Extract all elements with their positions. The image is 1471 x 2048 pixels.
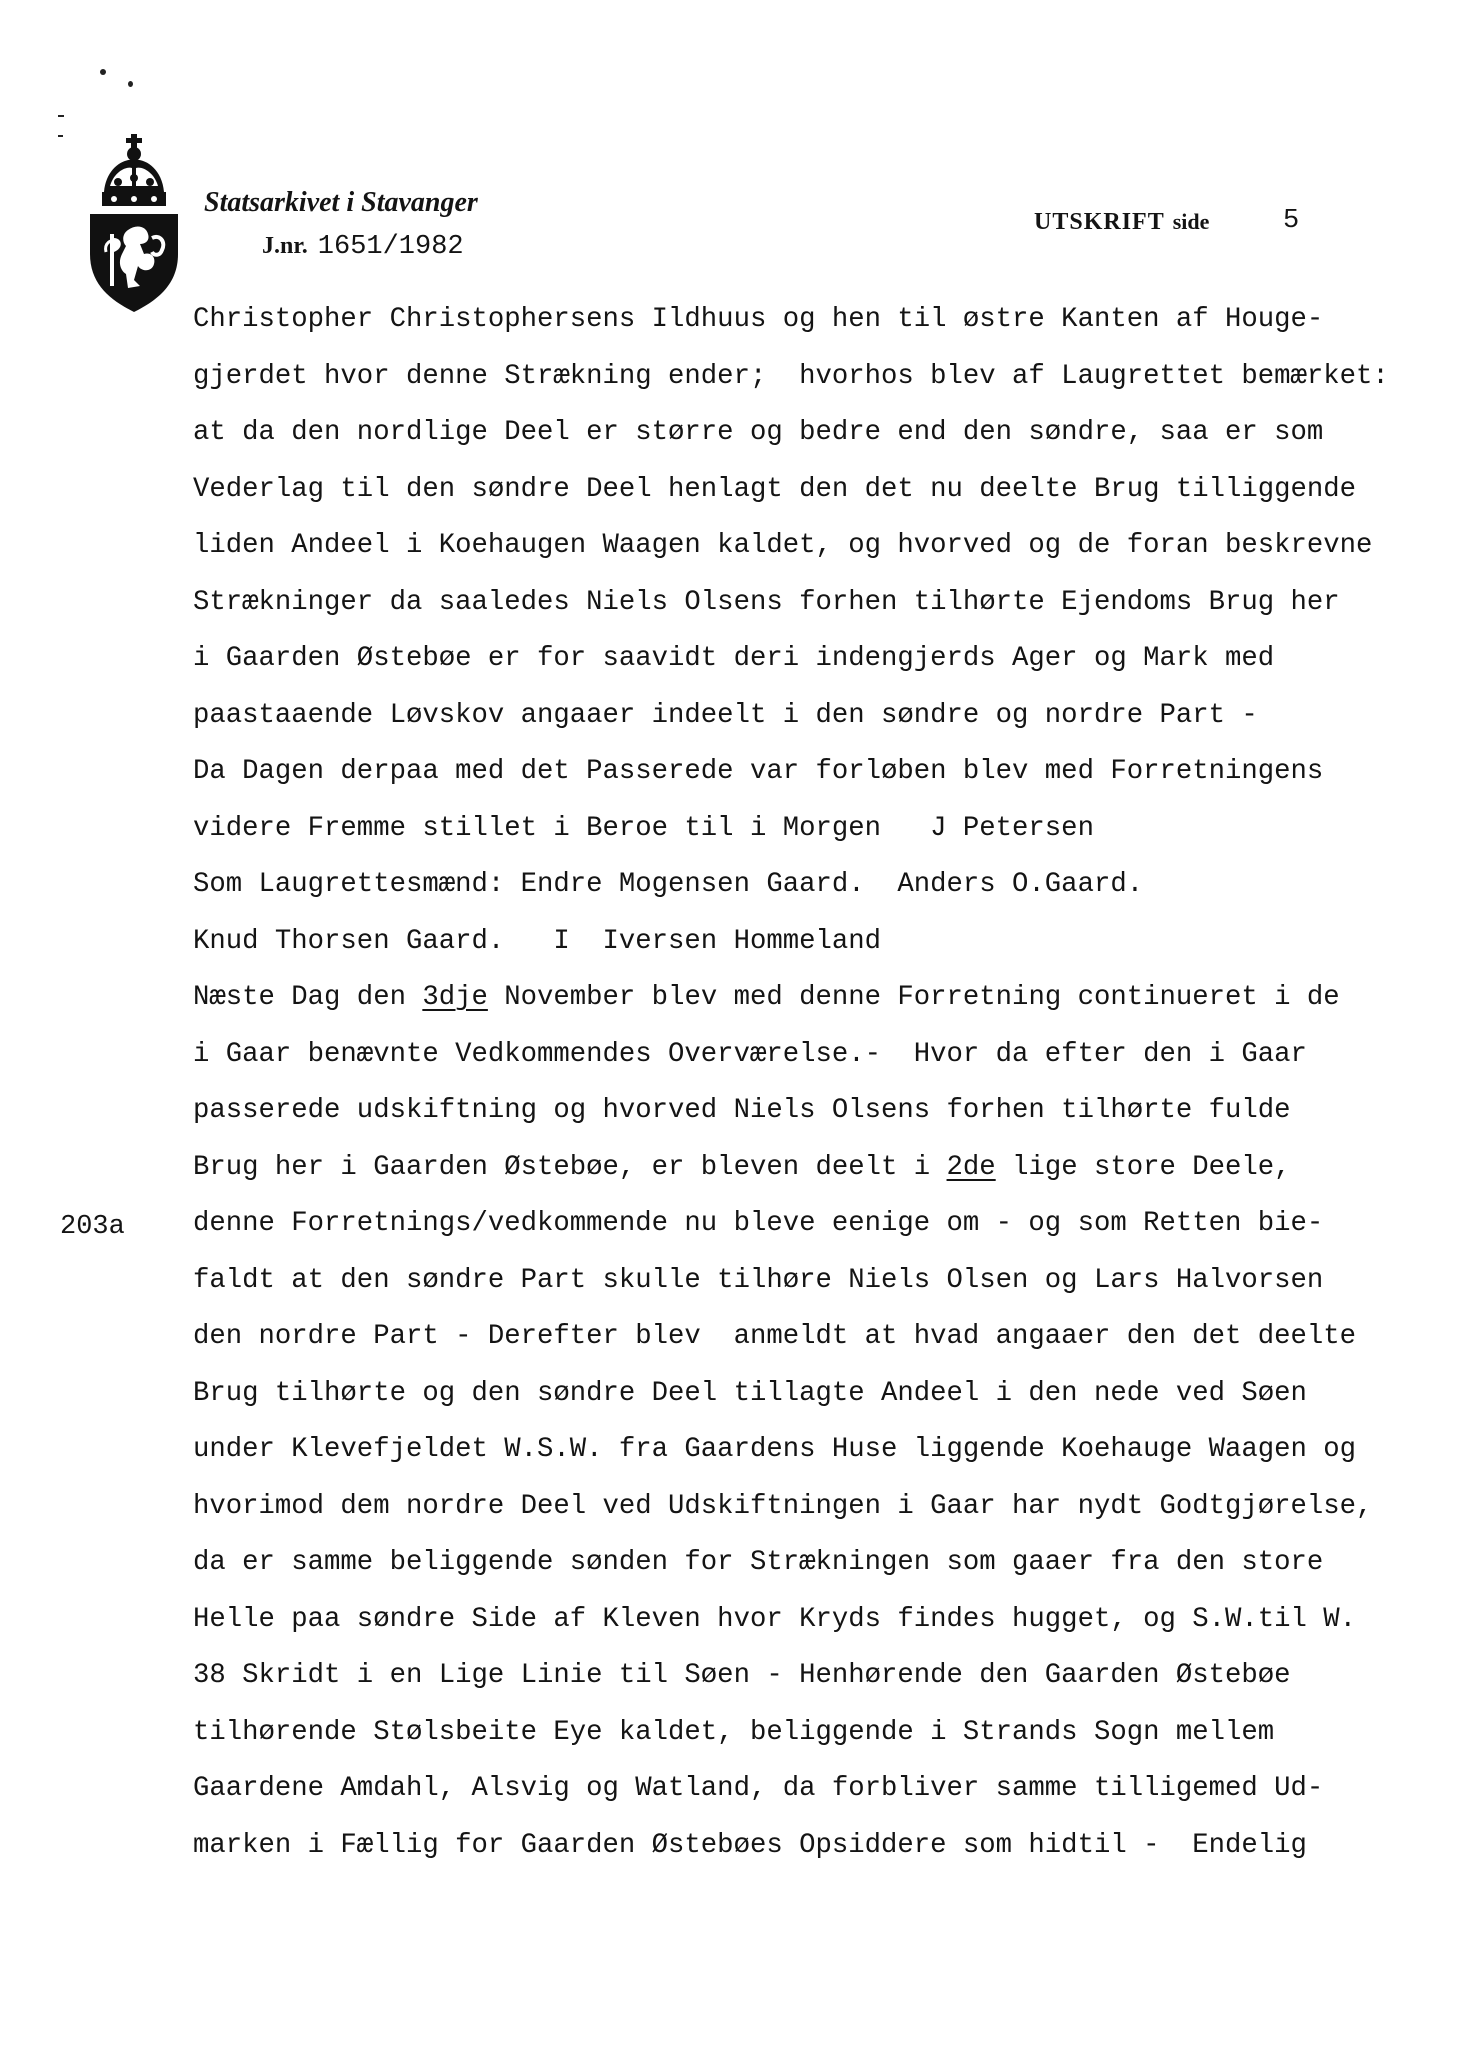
margin-note: 203a — [60, 1212, 125, 1242]
text-line: den nordre Part - Derefter blev anmeldt at hvad angaaer den det deelte — [193, 1321, 1357, 1352]
norwegian-coat-of-arms-icon — [88, 134, 180, 312]
jnr-label: J.nr. — [262, 233, 308, 259]
text-line: i Gaar benævnte Vedkommendes Overværelse.- Hvor da efter den i Gaar — [193, 1038, 1307, 1070]
text-segment: lige store Deele, — [995, 1151, 1291, 1183]
text-line: da er samme beliggende sønden for Strækningen som gaaer fra den store — [193, 1547, 1324, 1578]
text-line: Brug tilhørte og den søndre Deel tillagte Andeel i den nede ved Søen — [193, 1377, 1307, 1409]
text-line: Da Dagen derpaa med det Passerede var forløben blev med Forretningens — [193, 756, 1324, 787]
underlined-word: 2de — [946, 1151, 996, 1183]
text-line: Vederlag til den søndre Deel henlagt den det nu deelte Brug tilliggende — [193, 473, 1357, 505]
transcript-label — [1034, 209, 1209, 236]
text-line: 38 Skridt i en Lige Linie til Søen - Henhørende den Gaarden Østebøe — [193, 1660, 1291, 1691]
text-segment: Næste Dag den — [193, 982, 423, 1013]
text-segment: Brug her i Gaarden Østebøe, er bleven deelt i — [193, 1151, 947, 1183]
text-line: under Klevefjeldet W.S.W. fra Gaardens Huse liggende Koehauge Waagen og — [193, 1434, 1357, 1465]
archive-name: Statsarkivet i Stavanger — [204, 187, 478, 218]
text-line: Christopher Christophersens Ildhuus og hen til østre Kanten af Houge- — [193, 304, 1324, 335]
text-line: Strækninger da saaledes Niels Olsens forhen tilhørte Ejendoms Brug her — [193, 586, 1340, 618]
text-line: Knud Thorsen Gaard. I Iversen Hommeland — [193, 925, 881, 957]
text-line: Gaardene Amdahl, Alsvig og Watland, da forbliver samme tilligemed Ud- — [193, 1773, 1324, 1804]
text-line — [193, 978, 1340, 1034]
text-line: i Gaarden Østebøe er for saavidt deri indengjerds Ager og Mark med — [193, 643, 1275, 674]
text-line: marken i Fællig for Gaarden Østebøes Opsiddere som hidtil - Endelig — [193, 1829, 1307, 1861]
text-line: videre Fremme stillet i Beroe til i Morgen J Petersen — [193, 812, 1094, 844]
text-line: faldt at den søndre Part skulle tilhøre Niels Olsen og Lars Halvorsen — [193, 1264, 1324, 1296]
text-line: tilhørende Stølsbeite Eye kaldet, beliggende i Strands Sogn mellem — [193, 1716, 1275, 1748]
text-line — [193, 1148, 1291, 1204]
text-line: paastaaende Løvskov angaaer indeelt i den søndre og nordre Part - — [193, 699, 1258, 731]
journal-number — [262, 232, 464, 262]
text-line: gjerdet hvor denne Strækning ender; hvorhos blev af Laugrettet bemærket: — [193, 360, 1389, 392]
page-number: 5 — [1283, 206, 1300, 236]
text-line: denne Forretnings/vedkommende nu bleve eenige om - og som Retten bie- — [193, 1208, 1324, 1239]
text-line: hvorimod dem nordre Deel ved Udskiftningen i Gaar har nydt Godtgjørelse, — [193, 1490, 1373, 1522]
text-line: at da den nordlige Deel er større og bedre end den søndre, saa er som — [193, 417, 1324, 448]
underlined-word: 3dje — [422, 982, 488, 1013]
text-segment: November blev med denne Forretning continueret i de — [487, 982, 1340, 1013]
text-line: passerede udskiftning og hvorved Niels Olsens forhen tilhørte fulde — [193, 1095, 1291, 1126]
jnr-number: 1651/1982 — [317, 232, 464, 262]
utskrift-label: UTSKRIFT — [1034, 209, 1165, 235]
text-line: Som Laugrettesmænd: Endre Mogensen Gaard. Anders O.Gaard. — [193, 869, 1144, 900]
side-label: side — [1172, 209, 1210, 234]
text-line: Helle paa søndre Side af Kleven hvor Kryds findes hugget, og S.W.til W. — [193, 1603, 1357, 1635]
text-line: liden Andeel i Koehaugen Waagen kaldet, og hvorved og de foran beskrevne — [193, 530, 1373, 561]
